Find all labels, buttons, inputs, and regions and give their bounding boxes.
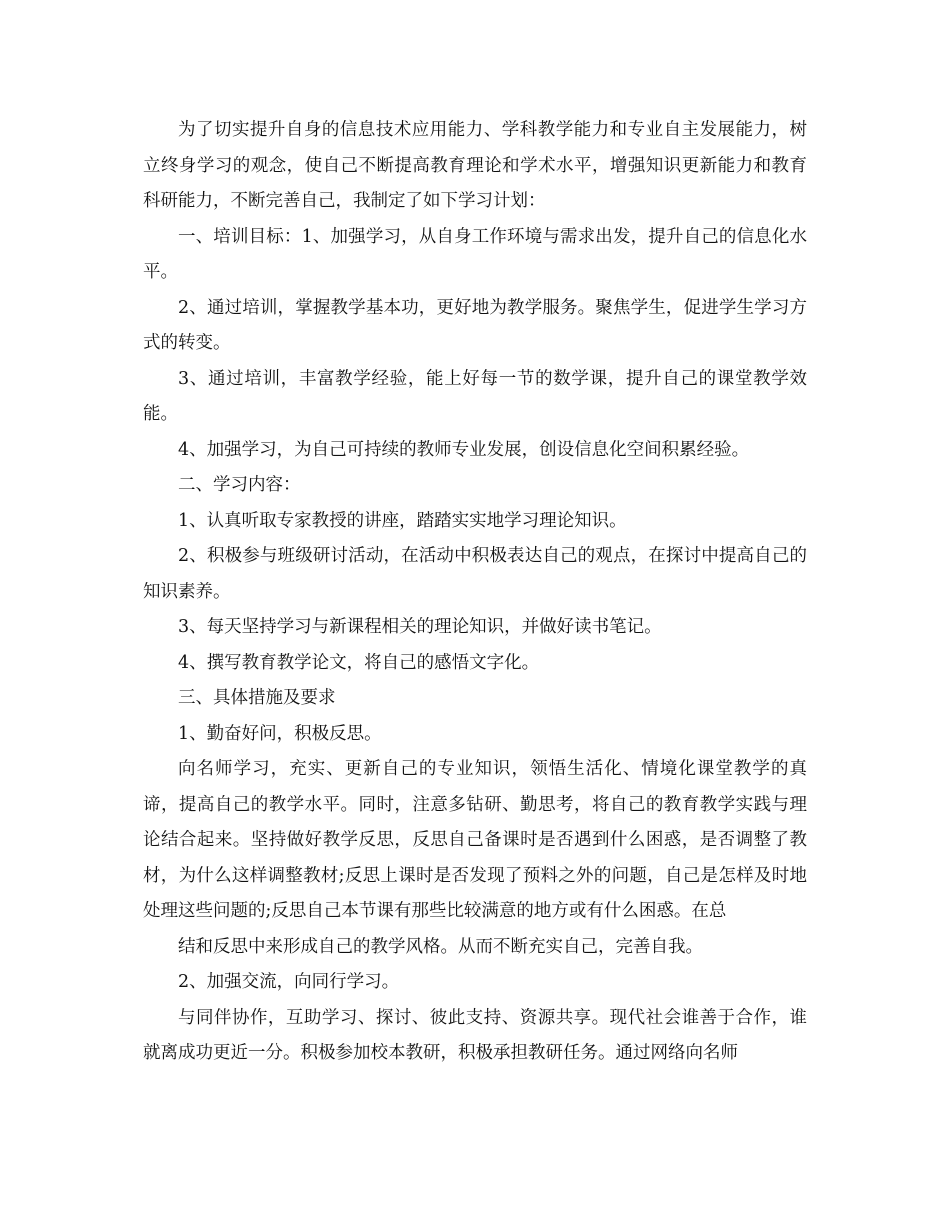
paragraph-content-4: 4、撰写教育教学论文，将自己的感悟文字化。 bbox=[178, 652, 540, 673]
paragraph-goal-2: 2、通过培训，掌握教学基本功，更好地为教学服务。聚焦学生，促进学生学习方式的转变。 bbox=[143, 297, 807, 353]
paragraph-measure-2-title: 2、加强交流，向同行学习。 bbox=[178, 972, 400, 992]
paragraph-measure-1-body: 向名师学习，充实、更新自己的专业知识，领悟生活化、情境化课堂教学的真谛，提高自己的教学水平。同时，注意多钻研、勤思考，将自己的教育教学实践与理论结合起来。坚持做好教学反思，反思自己备课时是否遇到什么困惑，是否调整了教材，为什么这样调整教材;反思上课时是否发现了预料之外的问题，自己是怎样及时地处理这些问题的;反思自己本节课有那些比较满意的地方或有什么困惑。在总 bbox=[143, 759, 807, 921]
paragraph-goal-3: 3、通过培训，丰富教学经验，能上好每一节的数学课，提升自己的课堂教学效能。 bbox=[143, 368, 807, 424]
paragraph-content-1: 1、认真听取专家教授的讲座，踏踏实实地学习理论知识。 bbox=[178, 510, 627, 531]
paragraph-measure-2-body: 与同伴协作，互助学习、探讨、彼此支持、资源共享。现代社会谁善于合作，谁就离成功更近一分。积极参加校本教研，积极承担教研任务。通过网络向名师 bbox=[143, 1007, 807, 1063]
section-heading-content: 二、学习内容： bbox=[178, 475, 301, 495]
paragraph-measure-1-title: 1、勤奋好问，积极反思。 bbox=[178, 723, 382, 744]
section-heading-measures: 三、具体措施及要求 bbox=[178, 688, 336, 708]
paragraph-content-2: 2、积极参与班级研讨活动，在活动中积极表达自己的观点，在探讨中提高自己的知识素养。 bbox=[143, 546, 807, 602]
paragraph-content-3: 3、每天坚持学习与新课程相关的理论知识，并做好读书笔记。 bbox=[178, 617, 662, 637]
paragraph-goal-1: 一、培训目标：1、加强学习，从自身工作环境与需求出发，提升自己的信息化水平。 bbox=[143, 226, 807, 282]
paragraph-intro: 为了切实提升自身的信息技术应用能力、学科教学能力和专业自主发展能力，树立终身学习的观念，使自己不断提高教育理论和学术水平，增强知识更新能力和教育科研能力，不断完善自己，我制定了如下学习计划： bbox=[143, 120, 807, 211]
paragraph-measure-1-continued: 结和反思中来形成自己的教学风格。从而不断充实自己，完善自我。 bbox=[178, 936, 703, 957]
paragraph-goal-4: 4、加强学习，为自己可持续的教师专业发展，创设信息化空间积累经验。 bbox=[178, 439, 750, 460]
document-body bbox=[143, 113, 807, 1072]
